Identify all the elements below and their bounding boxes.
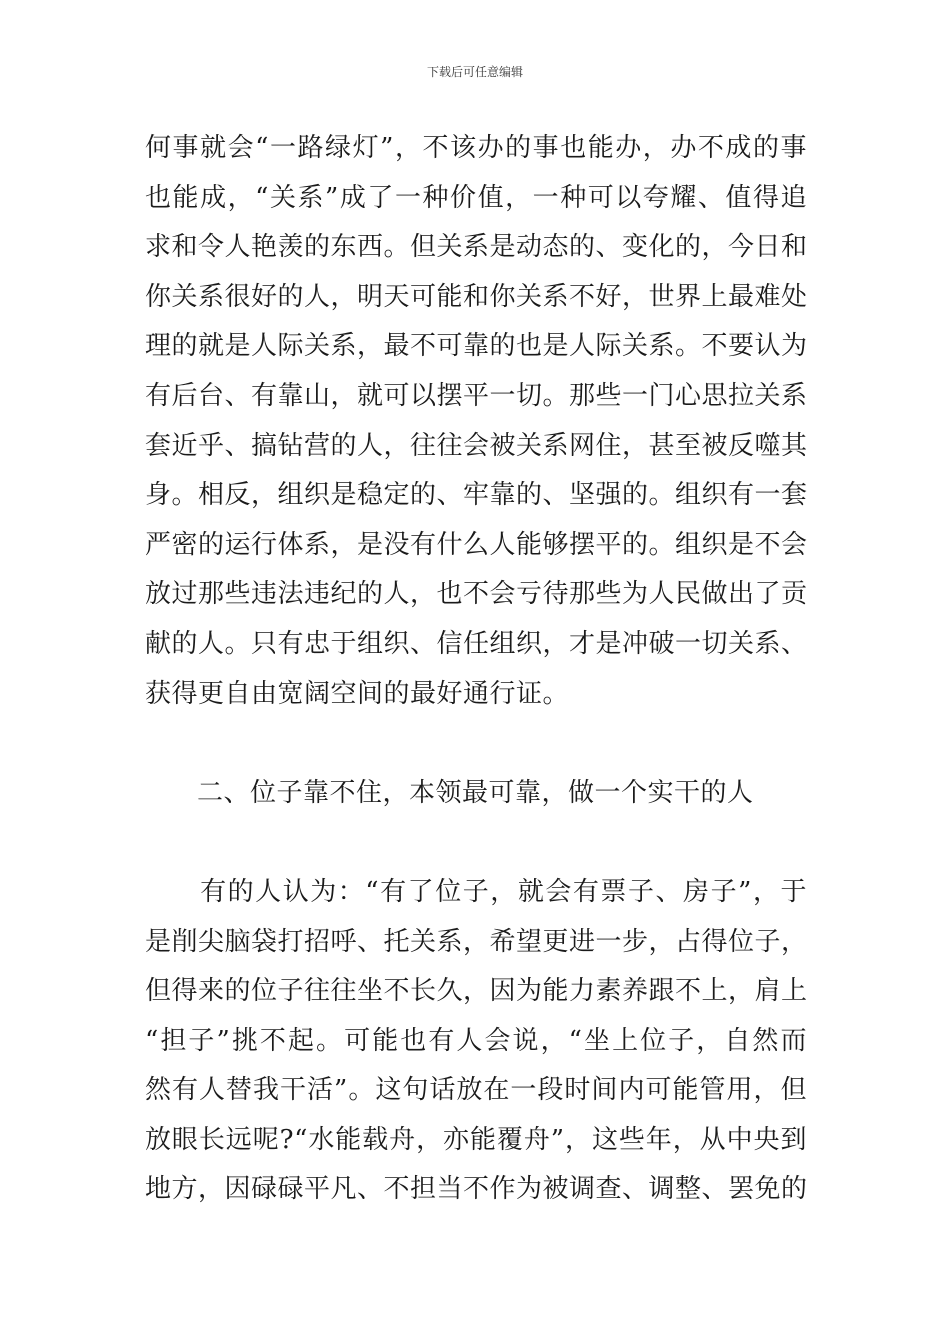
paragraph-line: 获得更自由宽阔空间的最好通行证。 bbox=[145, 678, 570, 709]
paragraph-line: 有后台、有靠山，就可以摆平一切。那些一门心思拉关系 bbox=[145, 380, 808, 411]
paragraph-line: 何事就会“一路绿灯”，不该办的事也能办，办不成的事 bbox=[145, 133, 807, 163]
paragraph-line: 放眼长远呢?“水能载舟，亦能覆舟”，这些年，从中央到 bbox=[145, 1124, 807, 1155]
document-body bbox=[145, 124, 807, 1215]
paragraph-line: 理的就是人际关系，最不可靠的也是人际关系。不要认为 bbox=[145, 331, 808, 362]
paragraph-line: 求和令人艳羡的东西。但关系是动态的、变化的，今日和 bbox=[145, 232, 808, 263]
page-header: 下载后可任意编辑 bbox=[426, 65, 523, 79]
spacer bbox=[145, 719, 807, 769]
paragraph-2 bbox=[145, 868, 807, 1215]
paragraph-line: 地方，因碌碌平凡、不担当不作为被调查、调整、罢免的 bbox=[145, 1174, 808, 1205]
paragraph-line: 是削尖脑袋打招呼、托关系，希望更进一步，占得位子， bbox=[145, 926, 808, 957]
paragraph-line: 放过那些违法违纪的人，也不会亏待那些为人民做出了贡 bbox=[145, 579, 808, 610]
paragraph-line: 然有人替我干活”。这句话放在一段时间内可能管用，但 bbox=[145, 1075, 807, 1106]
paragraph-line: 你关系很好的人，明天可能和你关系不好，世界上最难处 bbox=[145, 281, 808, 312]
spacer bbox=[145, 818, 807, 868]
paragraph-line: “担子”挑不起。可能也有人会说，“坐上位子，自然而 bbox=[145, 1025, 807, 1056]
paragraph-line: 也能成，“关系”成了一种价值，一种可以夸耀、值得追 bbox=[145, 182, 807, 213]
paragraph-line: 有的人认为：“有了位子，就会有票子、房子”，于 bbox=[145, 876, 807, 907]
paragraph-line: 严密的运行体系，是没有什么人能够摆平的。组织是不会 bbox=[145, 529, 808, 560]
paragraph-line: 献的人。只有忠于组织、信任组织，才是冲破一切关系、 bbox=[145, 628, 808, 659]
paragraph-line: 身。相反，组织是稳定的、牢靠的、坚强的。组织有一套 bbox=[145, 480, 808, 511]
section-heading: 二、位子靠不住，本领最可靠，做一个实干的人 bbox=[197, 777, 754, 808]
paragraph-line: 套近乎、搞钻营的人，往往会被关系网住，甚至被反噬其 bbox=[145, 430, 808, 461]
paragraph-line: 但得来的位子往往坐不长久，因为能力素养跟不上，肩上 bbox=[145, 976, 808, 1007]
paragraph-1 bbox=[145, 124, 807, 719]
